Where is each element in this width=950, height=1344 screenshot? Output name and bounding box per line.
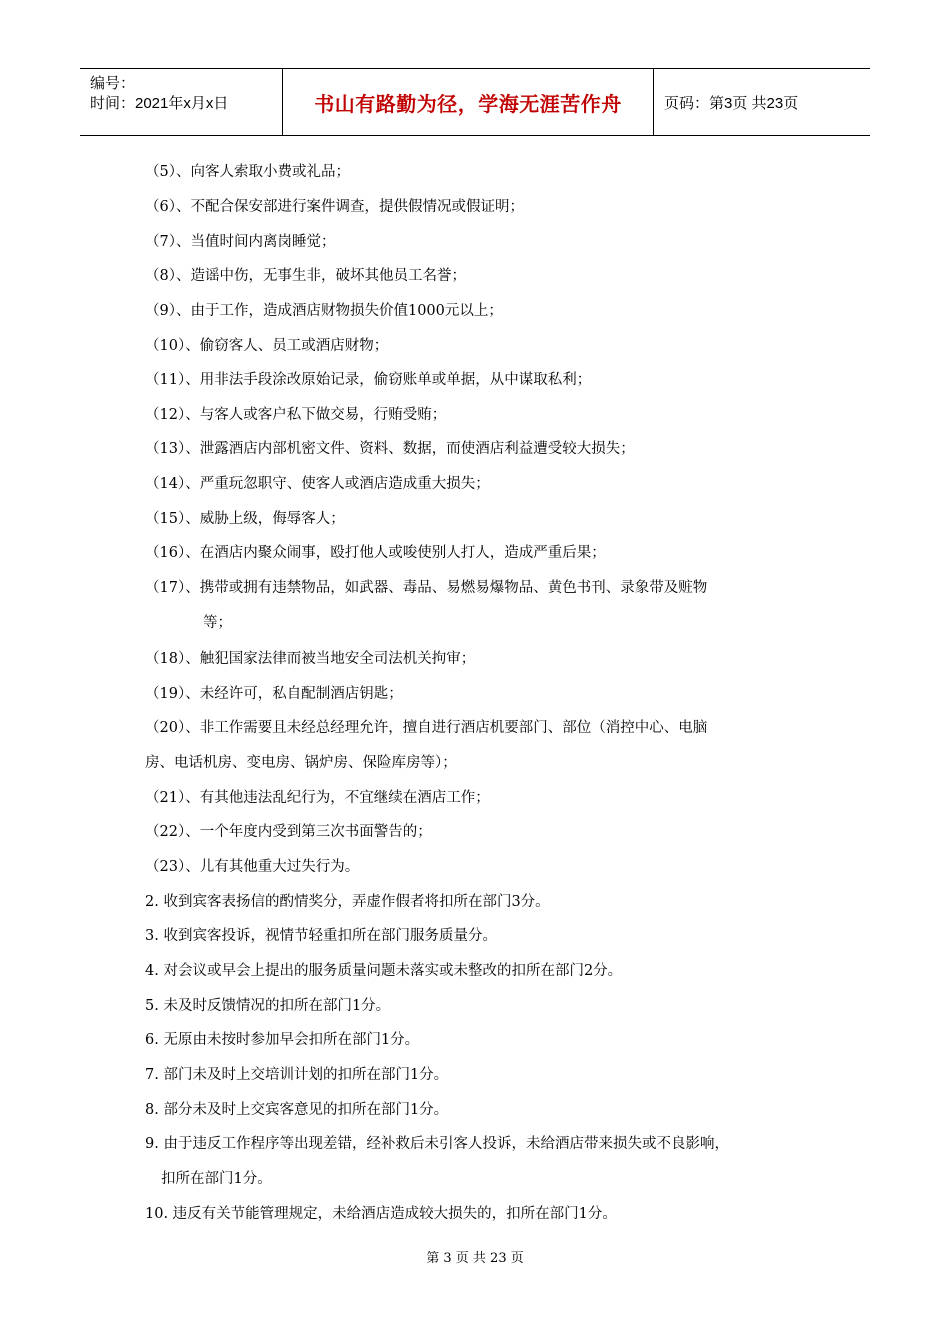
numbered-item: 6. 无原由未按时参加早会扣所在部门1分。: [145, 1032, 420, 1048]
header-motto: 书山有路勤为径，学海无涯苦作舟: [283, 69, 654, 135]
numbered-item: 7. 部门未及时上交培训计划的扣所在部门1分。: [145, 1067, 449, 1083]
list-item: （13）、泄露酒店内部机密文件、资料、数据，而使酒店利益遭受较大损失；: [145, 441, 635, 457]
list-item-continuation: 等；: [203, 615, 232, 631]
list-item: （8）、造谣中伤，无事生非，破坏其他员工名誉；: [145, 268, 466, 284]
number-label: 编号：: [90, 75, 136, 92]
header-meta: [80, 69, 283, 135]
list-item: （5）、向客人索取小费或礼品；: [145, 164, 350, 180]
time-label: 时间：2021年x月x日: [90, 95, 229, 112]
list-item: （14）、严重玩忽职守、使客人或酒店造成重大损失；: [145, 476, 490, 492]
list-item: （15）、威胁上级，侮辱客人；: [145, 511, 345, 527]
numbered-item: 9. 由于违反工作程序等出现差错，经补救后未引客人投诉，未给酒店带来损失或不良影响，: [145, 1136, 729, 1152]
list-item: （20）、非工作需要且未经总经理允许，擅自进行酒店机要部门、部位（消控中心、电脑: [145, 720, 708, 736]
page-footer: 第 3 页 共 23 页: [426, 1251, 524, 1266]
list-item: （19）、未经许可，私自配制酒店钥匙；: [145, 686, 403, 702]
list-item: （7）、当值时间内离岗睡觉；: [145, 234, 336, 250]
list-item: （22）、一个年度内受到第三次书面警告的；: [145, 824, 432, 840]
list-item: （9）、由于工作，造成酒店财物损失价值1000元以上；: [145, 303, 503, 319]
list-item-continuation: 房、电话机房、变电房、锅炉房、保险库房等）；: [145, 755, 457, 771]
list-item: （10）、偷窃客人、员工或酒店财物；: [145, 338, 389, 354]
list-item: （16）、在酒店内聚众闹事，殴打他人或唆使别人打人，造成严重后果；: [145, 545, 606, 561]
numbered-item: 10. 违反有关节能管理规定，未给酒店造成较大损失的，扣所在部门1分。: [145, 1206, 617, 1222]
list-item: （12）、与客人或客户私下做交易，行贿受贿；: [145, 407, 447, 423]
numbered-item: 4. 对会议或早会上提出的服务质量问题未落实或未整改的扣所在部门2分。: [145, 963, 623, 979]
header-page-info: 页码：第3页 共23页: [664, 94, 799, 112]
list-item: （6）、不配合保安部进行案件调查，提供假情况或假证明；: [145, 199, 524, 215]
list-item: （23）、儿有其他重大过失行为。: [145, 859, 360, 875]
list-item: （17）、携带或拥有违禁物品，如武器、毒品、易燃易爆物品、黄色书刊、录象带及赃物: [145, 580, 708, 596]
numbered-item: 5. 未及时反馈情况的扣所在部门1分。: [145, 998, 391, 1014]
numbered-item-continuation: 扣所在部门1分。: [161, 1171, 272, 1187]
numbered-item: 2. 收到宾客表扬信的酌情奖分，弄虚作假者将扣所在部门3分。: [145, 894, 550, 910]
list-item: （21）、有其他违法乱纪行为，不宜继续在酒店工作；: [145, 790, 490, 806]
list-item: （18）、触犯国家法律而被当地安全司法机关拘审；: [145, 651, 476, 667]
numbered-item: 8. 部分未及时上交宾客意见的扣所在部门1分。: [145, 1102, 449, 1118]
list-item: （11）、用非法手段涂改原始记录，偷窃账单或单据，从中谋取私利；: [145, 372, 592, 388]
numbered-item: 3. 收到宾客投诉，视情节轻重扣所在部门服务质量分。: [145, 928, 497, 944]
page-header: [80, 68, 870, 136]
